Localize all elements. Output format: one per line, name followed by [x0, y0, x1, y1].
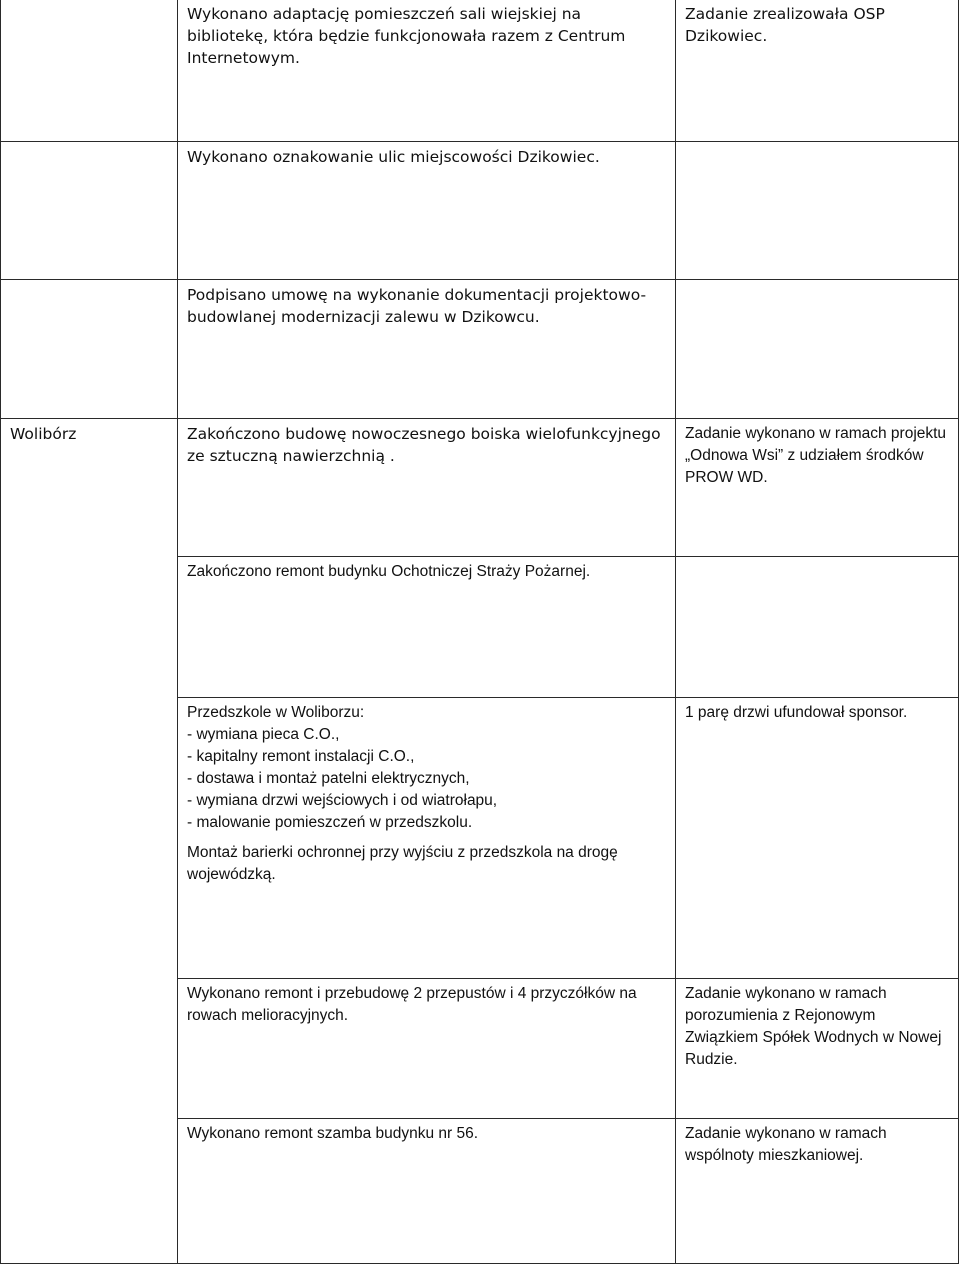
task-cell: Zakończono remont budynku Ochotniczej Straży Pożarnej. [178, 557, 676, 698]
task-cell [178, 698, 676, 979]
task-line: - wymiana drzwi wejściowych i od wiatrołapu, [187, 792, 498, 809]
task-line: Przedszkole w Woliborzu: [187, 704, 365, 721]
note-cell [676, 142, 959, 280]
task-cell: Wykonano remont szamba budynku nr 56. [178, 1119, 676, 1264]
note-cell: Zadanie wykonano w ramach porozumienia z Rejonowym Związkiem Spółek Wodnych w Nowej Rudzie. [676, 979, 959, 1119]
task-cell: Wykonano remont i przebudowę 2 przepustów i 4 przyczółków na rowach melioracyjnych. [178, 979, 676, 1119]
note-cell: Zadanie zrealizowała OSP Dzikowiec. [676, 0, 959, 142]
note-cell: 1 parę drzwi ufundował sponsor. [676, 698, 959, 979]
task-cell: Podpisano umowę na wykonanie dokumentacji projektowo-budowlanej modernizacji zalewu w Dzikowcu. [178, 280, 676, 419]
table-row [1, 419, 959, 557]
task-cell: Wykonano oznakowanie ulic miejscowości Dzikowiec. [178, 142, 676, 280]
task-line: - kapitalny remont instalacji C.O., [187, 748, 415, 765]
note-cell [676, 557, 959, 698]
note-cell: Zadanie wykonano w ramach wspólnoty mieszkaniowej. [676, 1119, 959, 1264]
place-cell [1, 0, 178, 142]
task-extra: Montaż barierki ochronnej przy wyjściu z przedszkola na drogę wojewódzką. [187, 844, 618, 883]
table-row [1, 0, 959, 142]
task-cell: Zakończono budowę nowoczesnego boiska wielofunkcyjnego ze sztuczną nawierzchnią . [178, 419, 676, 557]
task-cell: Wykonano adaptację pomieszczeń sali wiejskiej na bibliotekę, która będzie funkcjonowała razem z Centrum Internetowym. [178, 0, 676, 142]
task-line: - wymiana pieca C.O., [187, 726, 340, 743]
task-line: - malowanie pomieszczeń w przedszkolu. [187, 814, 473, 831]
note-cell: Zadanie wykonano w ramach projektu „Odnowa Wsi” z udziałem środków PROW WD. [676, 419, 959, 557]
table-row [1, 142, 959, 280]
note-cell [676, 280, 959, 419]
place-cell: Wolibórz [1, 419, 178, 1264]
place-cell [1, 142, 178, 280]
place-cell [1, 280, 178, 419]
task-line: - dostawa i montaż patelni elektrycznych, [187, 770, 470, 787]
table-row [1, 280, 959, 419]
